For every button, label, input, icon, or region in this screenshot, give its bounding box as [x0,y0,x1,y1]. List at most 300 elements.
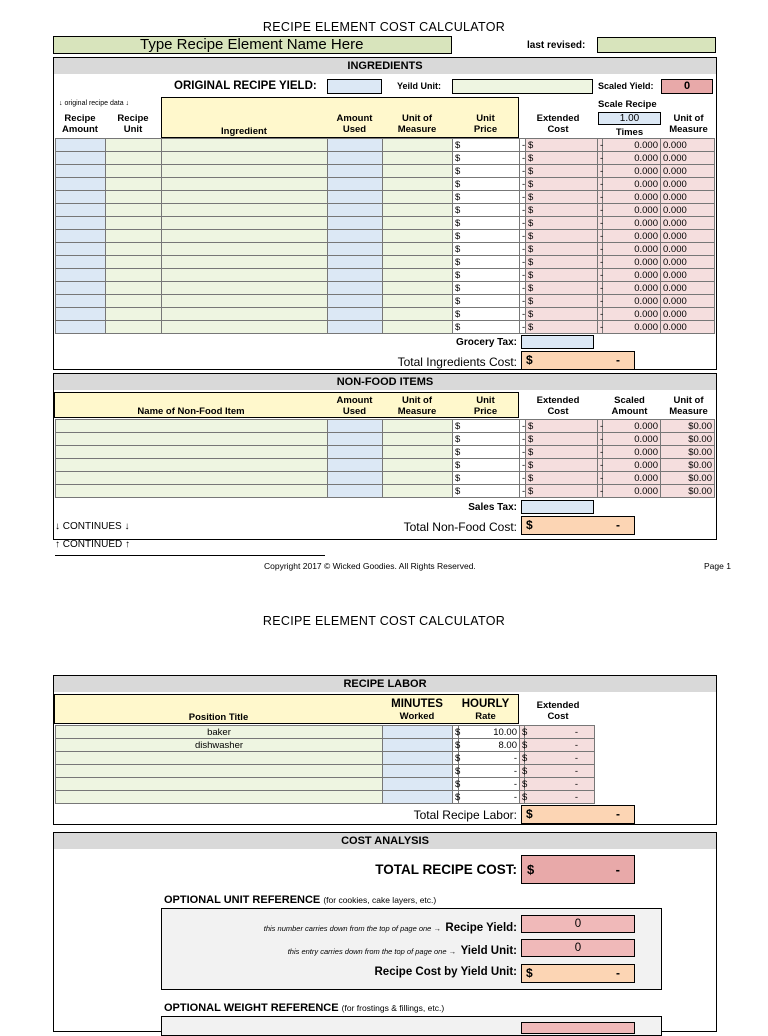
extended-cost-currency: $ [526,152,598,165]
position-title-cell[interactable]: baker [56,726,383,739]
recipe-amount-cell[interactable] [56,139,106,152]
amount-used-cell[interactable] [328,269,383,282]
unit-price-currency: $ [453,152,520,165]
nf-amount-used-cell[interactable] [328,459,383,472]
extended-cost-currency: $ [526,217,598,230]
scaled-yield-label: Scaled Yield: [598,81,654,91]
hourly-rate-cell[interactable]: 8.00 [459,739,520,752]
recipe-unit-cell[interactable] [106,295,162,308]
nf-amount-used-cell[interactable] [328,420,383,433]
ingredient-row [56,139,715,152]
hourly-rate-cell[interactable]: 10.00 [459,726,520,739]
recipe-name-field[interactable]: Type Recipe Element Name Here [53,36,452,54]
recipe-amount-cell[interactable] [56,217,106,230]
scaled-measure-cell: 0.000 [661,295,715,308]
amount-used-cell[interactable] [328,256,383,269]
position-title-cell[interactable] [56,752,383,765]
total-labor-label: Total Recipe Labor: [413,808,517,822]
total-nonfood-value: $ - [521,516,635,535]
nf-amount-used-cell[interactable] [328,472,383,485]
page-number: Page 1 [704,561,731,571]
unit-measure-cell[interactable] [383,295,453,308]
ingredient-cell[interactable] [162,308,328,321]
recipe-unit-cell[interactable] [106,269,162,282]
ingredients-table [55,138,715,334]
recipe-amount-cell[interactable] [56,204,106,217]
scaled-measure-cell: 0.000 [661,165,715,178]
scaled-times-cell: 0.000 [603,217,661,230]
ingredient-row [56,152,715,165]
hourly-rate-currency: $ [453,778,459,791]
unit-price-cell[interactable]: - [520,165,526,178]
nf-unit-measure-cell[interactable] [383,459,453,472]
nonfood-name-cell[interactable] [56,472,328,485]
unit-measure-cell[interactable] [383,282,453,295]
unit-measure-cell[interactable] [383,217,453,230]
last-revised-field[interactable] [597,37,716,53]
position-title-cell[interactable]: dishwasher [56,739,383,752]
unit-measure-cell[interactable] [383,165,453,178]
grocery-tax-input[interactable] [521,335,594,349]
nf-unit-measure-cell[interactable] [383,485,453,498]
nonfood-table [55,419,715,498]
ingredient-row [56,256,715,269]
unit-price-currency: $ [453,295,520,308]
minutes-worked-cell[interactable] [383,791,453,804]
nonfood-row [56,485,715,498]
unit-measure-cell[interactable] [383,178,453,191]
labor-extended-cell: - [525,765,595,778]
scaled-measure-cell: 0.000 [661,230,715,243]
ingredient-cell[interactable] [162,204,328,217]
labor-extended-cell: - [525,726,595,739]
total-recipe-cost-label: TOTAL RECIPE COST: [375,862,517,877]
extended-cost-cell: - [598,243,603,256]
amount-used-cell[interactable] [328,282,383,295]
unit-price-cell[interactable]: - [520,321,526,334]
scale-factor-input[interactable]: 1.00 [598,112,661,125]
last-revised-label: last revised: [527,40,586,51]
original-yield-label: ORIGINAL RECIPE YIELD: [174,80,317,92]
ingredient-cell[interactable] [162,217,328,230]
extended-cost-currency: $ [526,191,598,204]
extended-cost-cell: - [598,217,603,230]
nf-unit-price-currency: $ [453,420,520,433]
ingredient-cell[interactable] [162,165,328,178]
extended-cost-currency: $ [526,321,598,334]
ingredient-cell[interactable] [162,321,328,334]
nf-extended-currency: $ [526,446,598,459]
labor-row [56,791,595,804]
extended-cost-cell: - [598,295,603,308]
recipe-unit-cell[interactable] [106,165,162,178]
nf-amount-used-cell[interactable] [328,446,383,459]
nonfood-name-cell[interactable] [56,446,328,459]
nf-unit-price-cell[interactable]: - [520,420,526,433]
nonfood-name-cell[interactable] [56,459,328,472]
nf-scaled-measure-cell: $0.00 [661,485,715,498]
recipe-amount-cell[interactable] [56,321,106,334]
unit-price-cell[interactable]: - [520,269,526,282]
unit-measure-cell[interactable] [383,191,453,204]
hourly-rate-currency: $ [453,791,459,804]
labor-extended-cell: - [525,739,595,752]
nf-unit-measure-cell[interactable] [383,420,453,433]
ingredient-row [56,217,715,230]
cost-by-unit-label: Recipe Cost by Yield Unit: [374,966,517,978]
hourly-rate-cell[interactable]: - [459,765,520,778]
unit-price-cell[interactable]: - [520,204,526,217]
unit-price-cell[interactable]: - [520,282,526,295]
labor-extended-cell: - [525,778,595,791]
scaled-times-cell: 0.000 [603,178,661,191]
unit-price-currency: $ [453,269,520,282]
recipe-yield-value: 0 [521,915,635,933]
unit-price-cell[interactable]: - [520,230,526,243]
scaled-times-cell: 0.000 [603,282,661,295]
ingredient-cell[interactable] [162,230,328,243]
unit-measure-cell[interactable] [383,152,453,165]
col-position-title: Position Title [188,712,249,723]
nf-amount-used-cell[interactable] [328,485,383,498]
scaled-measure-cell: 0.000 [661,152,715,165]
ingredients-header: INGREDIENTS [54,58,716,74]
sales-tax-input[interactable] [521,500,594,514]
recipe-amount-cell[interactable] [56,178,106,191]
yield-unit-input[interactable] [452,79,593,94]
scaled-measure-cell: 0.000 [661,191,715,204]
nf-scaled-measure-cell: $0.00 [661,433,715,446]
recipe-amount-cell[interactable] [56,295,106,308]
unit-measure-cell[interactable] [383,204,453,217]
recipe-unit-cell[interactable] [106,178,162,191]
unit-price-cell[interactable]: - [520,243,526,256]
labor-extended-currency: $ [520,739,525,752]
scaled-measure-cell: 0.000 [661,269,715,282]
nf-extended-cell: - [598,433,603,446]
nf-unit-price-cell[interactable]: - [520,433,526,446]
nf-unit-price-cell[interactable]: - [520,459,526,472]
recipe-amount-cell[interactable] [56,243,106,256]
page2-title: RECIPE ELEMENT COST CALCULATOR [262,614,506,628]
nf-unit-measure-cell[interactable] [383,472,453,485]
extended-cost-cell: - [598,139,603,152]
col-nf-amount-used: Amount Used [336,395,373,417]
labor-extended-currency: $ [520,752,525,765]
amount-used-cell[interactable] [328,178,383,191]
ingredient-row [56,178,715,191]
unit-price-cell[interactable]: - [520,217,526,230]
ingredient-row [56,191,715,204]
scaled-times-cell: 0.000 [603,308,661,321]
ingredient-row [56,308,715,321]
nf-extended-currency: $ [526,420,598,433]
sales-tax-label: Sales Tax: [468,502,517,513]
nf-scaled-amount-cell: 0.000 [603,485,661,498]
unit-price-cell[interactable]: - [520,178,526,191]
nf-scaled-amount-cell: 0.000 [603,446,661,459]
ingredient-cell[interactable] [162,256,328,269]
nf-extended-cell: - [598,472,603,485]
ingredient-cell[interactable] [162,269,328,282]
scaled-times-cell: 0.000 [603,295,661,308]
page1-title: RECIPE ELEMENT COST CALCULATOR [262,20,506,34]
col-ingredient: Ingredient [221,126,267,137]
extended-cost-currency: $ [526,243,598,256]
unit-measure-cell[interactable] [383,321,453,334]
labor-row [56,752,595,765]
nf-unit-measure-cell[interactable] [383,433,453,446]
unit-price-currency: $ [453,321,520,334]
minutes-worked-cell[interactable] [383,726,453,739]
col-nf-unit-of-measure: Unit of Measure [669,395,708,417]
nf-scaled-amount-cell: 0.000 [603,459,661,472]
unit-price-currency: $ [453,243,520,256]
total-recipe-cost-value: $ - [521,855,635,884]
unit-measure-cell[interactable] [383,230,453,243]
amount-used-cell[interactable] [328,295,383,308]
nf-unit-price-currency: $ [453,433,520,446]
col-nf-extended-cost: Extended Cost [536,395,580,417]
extended-cost-currency: $ [526,256,598,269]
ingredient-cell[interactable] [162,178,328,191]
amount-used-cell[interactable] [328,321,383,334]
footer-rule [55,555,325,556]
nf-extended-currency: $ [526,433,598,446]
col-recipe-unit: Recipe Unit [117,113,149,135]
extended-cost-currency: $ [526,230,598,243]
extended-cost-cell: - [598,165,603,178]
col-minutes-worked: MINUTES Worked [391,698,443,722]
unit-measure-cell[interactable] [383,269,453,282]
nf-extended-currency: $ [526,485,598,498]
recipe-amount-cell[interactable] [56,191,106,204]
nonfood-name-cell[interactable] [56,485,328,498]
extended-cost-currency: $ [526,204,598,217]
ingredient-row [56,321,715,334]
nonfood-name-cell[interactable] [56,433,328,446]
recipe-unit-cell[interactable] [106,256,162,269]
scaled-times-cell: 0.000 [603,165,661,178]
amount-used-cell[interactable] [328,204,383,217]
original-data-note: ↓ original recipe data ↓ [59,100,130,107]
scaled-times-cell: 0.000 [603,243,661,256]
nf-extended-cell: - [598,459,603,472]
hourly-rate-cell[interactable]: - [459,752,520,765]
nf-extended-currency: $ [526,459,598,472]
labor-extended-cell: - [525,752,595,765]
recipe-amount-cell[interactable] [56,308,106,321]
nf-unit-price-currency: $ [453,472,520,485]
total-ingredients-label: Total Ingredients Cost: [397,355,517,369]
unit-price-currency: $ [453,256,520,269]
recipe-amount-cell[interactable] [56,256,106,269]
labor-row [56,765,595,778]
nf-amount-used-cell[interactable] [328,433,383,446]
extended-cost-currency: $ [526,308,598,321]
unit-price-currency: $ [453,204,520,217]
amount-used-cell[interactable] [328,165,383,178]
cost-by-unit-value: $ - [521,964,635,983]
nf-unit-price-currency: $ [453,459,520,472]
amount-used-cell[interactable] [328,217,383,230]
ingredient-cell[interactable] [162,282,328,295]
minutes-worked-cell[interactable] [383,765,453,778]
recipe-unit-cell[interactable] [106,321,162,334]
amount-used-cell[interactable] [328,230,383,243]
unit-price-cell[interactable]: - [520,139,526,152]
nf-scaled-measure-cell: $0.00 [661,420,715,433]
position-title-cell[interactable] [56,765,383,778]
scale-recipe-label: Scale Recipe [598,99,657,110]
col-hourly-rate: HOURLY Rate [461,698,510,722]
unit-price-currency: $ [453,139,520,152]
extended-cost-currency: $ [526,295,598,308]
unit-price-currency: $ [453,217,520,230]
col-times: Times [615,127,644,138]
unit-price-cell[interactable]: - [520,152,526,165]
col-nf-unit-measure: Unit of Measure [397,395,437,417]
labor-row [56,778,595,791]
unit-price-currency: $ [453,308,520,321]
position-title-cell[interactable] [56,791,383,804]
recipe-unit-cell[interactable] [106,139,162,152]
col-recipe-amount: Recipe Amount [62,113,98,135]
yield-unit-row: this entry carries down from the top of page one → Yield Unit: [287,945,517,957]
labor-extended-currency: $ [520,765,525,778]
recipe-unit-cell[interactable] [106,243,162,256]
scaled-times-cell: 0.000 [603,191,661,204]
extended-cost-cell: - [598,178,603,191]
nf-extended-currency: $ [526,472,598,485]
hourly-rate-currency: $ [453,765,459,778]
unit-ref-heading: OPTIONAL UNIT REFERENCE (for cookies, cake layers, etc.) [164,894,437,906]
scaled-measure-cell: 0.000 [661,178,715,191]
nf-scaled-measure-cell: $0.00 [661,446,715,459]
hourly-rate-cell[interactable]: - [459,791,520,804]
col-nonfood-name: Name of Non-Food Item [137,406,245,417]
nonfood-row [56,420,715,433]
minutes-worked-cell[interactable] [383,739,453,752]
unit-price-cell[interactable]: - [520,191,526,204]
col-amount-used: Amount Used [336,113,373,135]
ingredient-cell[interactable] [162,295,328,308]
nf-unit-price-currency: $ [453,485,520,498]
scaled-yield-value: 0 [661,79,713,94]
recipe-unit-cell[interactable] [106,191,162,204]
col-extended-cost: Extended Cost [536,113,580,135]
position-title-cell[interactable] [56,778,383,791]
scaled-times-cell: 0.000 [603,256,661,269]
extended-cost-cell: - [598,191,603,204]
original-yield-input[interactable] [327,79,382,94]
scaled-measure-cell: 0.000 [661,282,715,295]
ingredient-row [56,295,715,308]
scaled-measure-cell: 0.000 [661,256,715,269]
recipe-amount-cell[interactable] [56,165,106,178]
scaled-times-cell: 0.000 [603,230,661,243]
nonfood-header: NON-FOOD ITEMS [54,374,716,390]
ingredient-row [56,282,715,295]
recipe-unit-cell[interactable] [106,152,162,165]
unit-price-cell[interactable]: - [520,295,526,308]
nf-scaled-measure-cell: $0.00 [661,472,715,485]
amount-used-cell[interactable] [328,139,383,152]
unit-measure-cell[interactable] [383,308,453,321]
nf-extended-cell: - [598,446,603,459]
col-labor-extended: Extended Cost [536,700,580,722]
nf-extended-cell: - [598,420,603,433]
ingredient-cell[interactable] [162,191,328,204]
recipe-amount-cell[interactable] [56,152,106,165]
hourly-rate-cell[interactable]: - [459,778,520,791]
scaled-measure-cell: 0.000 [661,308,715,321]
amount-used-cell[interactable] [328,152,383,165]
scaled-times-cell: 0.000 [603,139,661,152]
scaled-times-cell: 0.000 [603,204,661,217]
ingredient-cell[interactable] [162,139,328,152]
scaled-measure-cell: 0.000 [661,321,715,334]
minutes-worked-cell[interactable] [383,752,453,765]
labor-row [56,739,595,752]
yield-unit-label: Yeild Unit: [397,81,442,91]
recipe-amount-cell[interactable] [56,269,106,282]
recipe-unit-cell[interactable] [106,204,162,217]
ingredient-row [56,204,715,217]
recipe-unit-cell[interactable] [106,230,162,243]
recipe-amount-cell[interactable] [56,282,106,295]
extended-cost-cell: - [598,256,603,269]
hourly-rate-currency: $ [453,752,459,765]
ingredient-cell[interactable] [162,243,328,256]
scaled-times-cell: 0.000 [603,152,661,165]
ingredient-cell[interactable] [162,152,328,165]
unit-measure-cell[interactable] [383,139,453,152]
nf-scaled-amount-cell: 0.000 [603,433,661,446]
amount-used-cell[interactable] [328,308,383,321]
nf-unit-price-cell[interactable]: - [520,472,526,485]
nonfood-name-cell[interactable] [56,420,328,433]
amount-used-cell[interactable] [328,243,383,256]
nonfood-row [56,433,715,446]
nonfood-row [56,472,715,485]
recipe-unit-cell[interactable] [106,217,162,230]
copyright: Copyright 2017 © Wicked Goodies. All Rights Reserved. [264,561,476,571]
hourly-rate-currency: $ [453,726,459,739]
col-unit-of-measure: Unit of Measure [669,113,708,135]
recipe-unit-cell[interactable] [106,308,162,321]
weight-ref-value [521,1022,635,1034]
unit-price-currency: $ [453,282,520,295]
unit-price-currency: $ [453,178,520,191]
scaled-measure-cell: 0.000 [661,139,715,152]
unit-measure-cell[interactable] [383,256,453,269]
continued-label: ↑ CONTINUED ↑ [55,539,130,550]
scaled-measure-cell: 0.000 [661,217,715,230]
recipe-amount-cell[interactable] [56,230,106,243]
nf-unit-price-cell[interactable]: - [520,485,526,498]
minutes-worked-cell[interactable] [383,778,453,791]
total-nonfood-label: Total Non-Food Cost: [403,520,517,534]
amount-used-cell[interactable] [328,191,383,204]
unit-price-cell[interactable]: - [520,308,526,321]
nf-unit-measure-cell[interactable] [383,446,453,459]
recipe-unit-cell[interactable] [106,282,162,295]
unit-measure-cell[interactable] [383,243,453,256]
unit-price-cell[interactable]: - [520,256,526,269]
grocery-tax-label: Grocery Tax: [456,337,517,348]
nf-unit-price-cell[interactable]: - [520,446,526,459]
